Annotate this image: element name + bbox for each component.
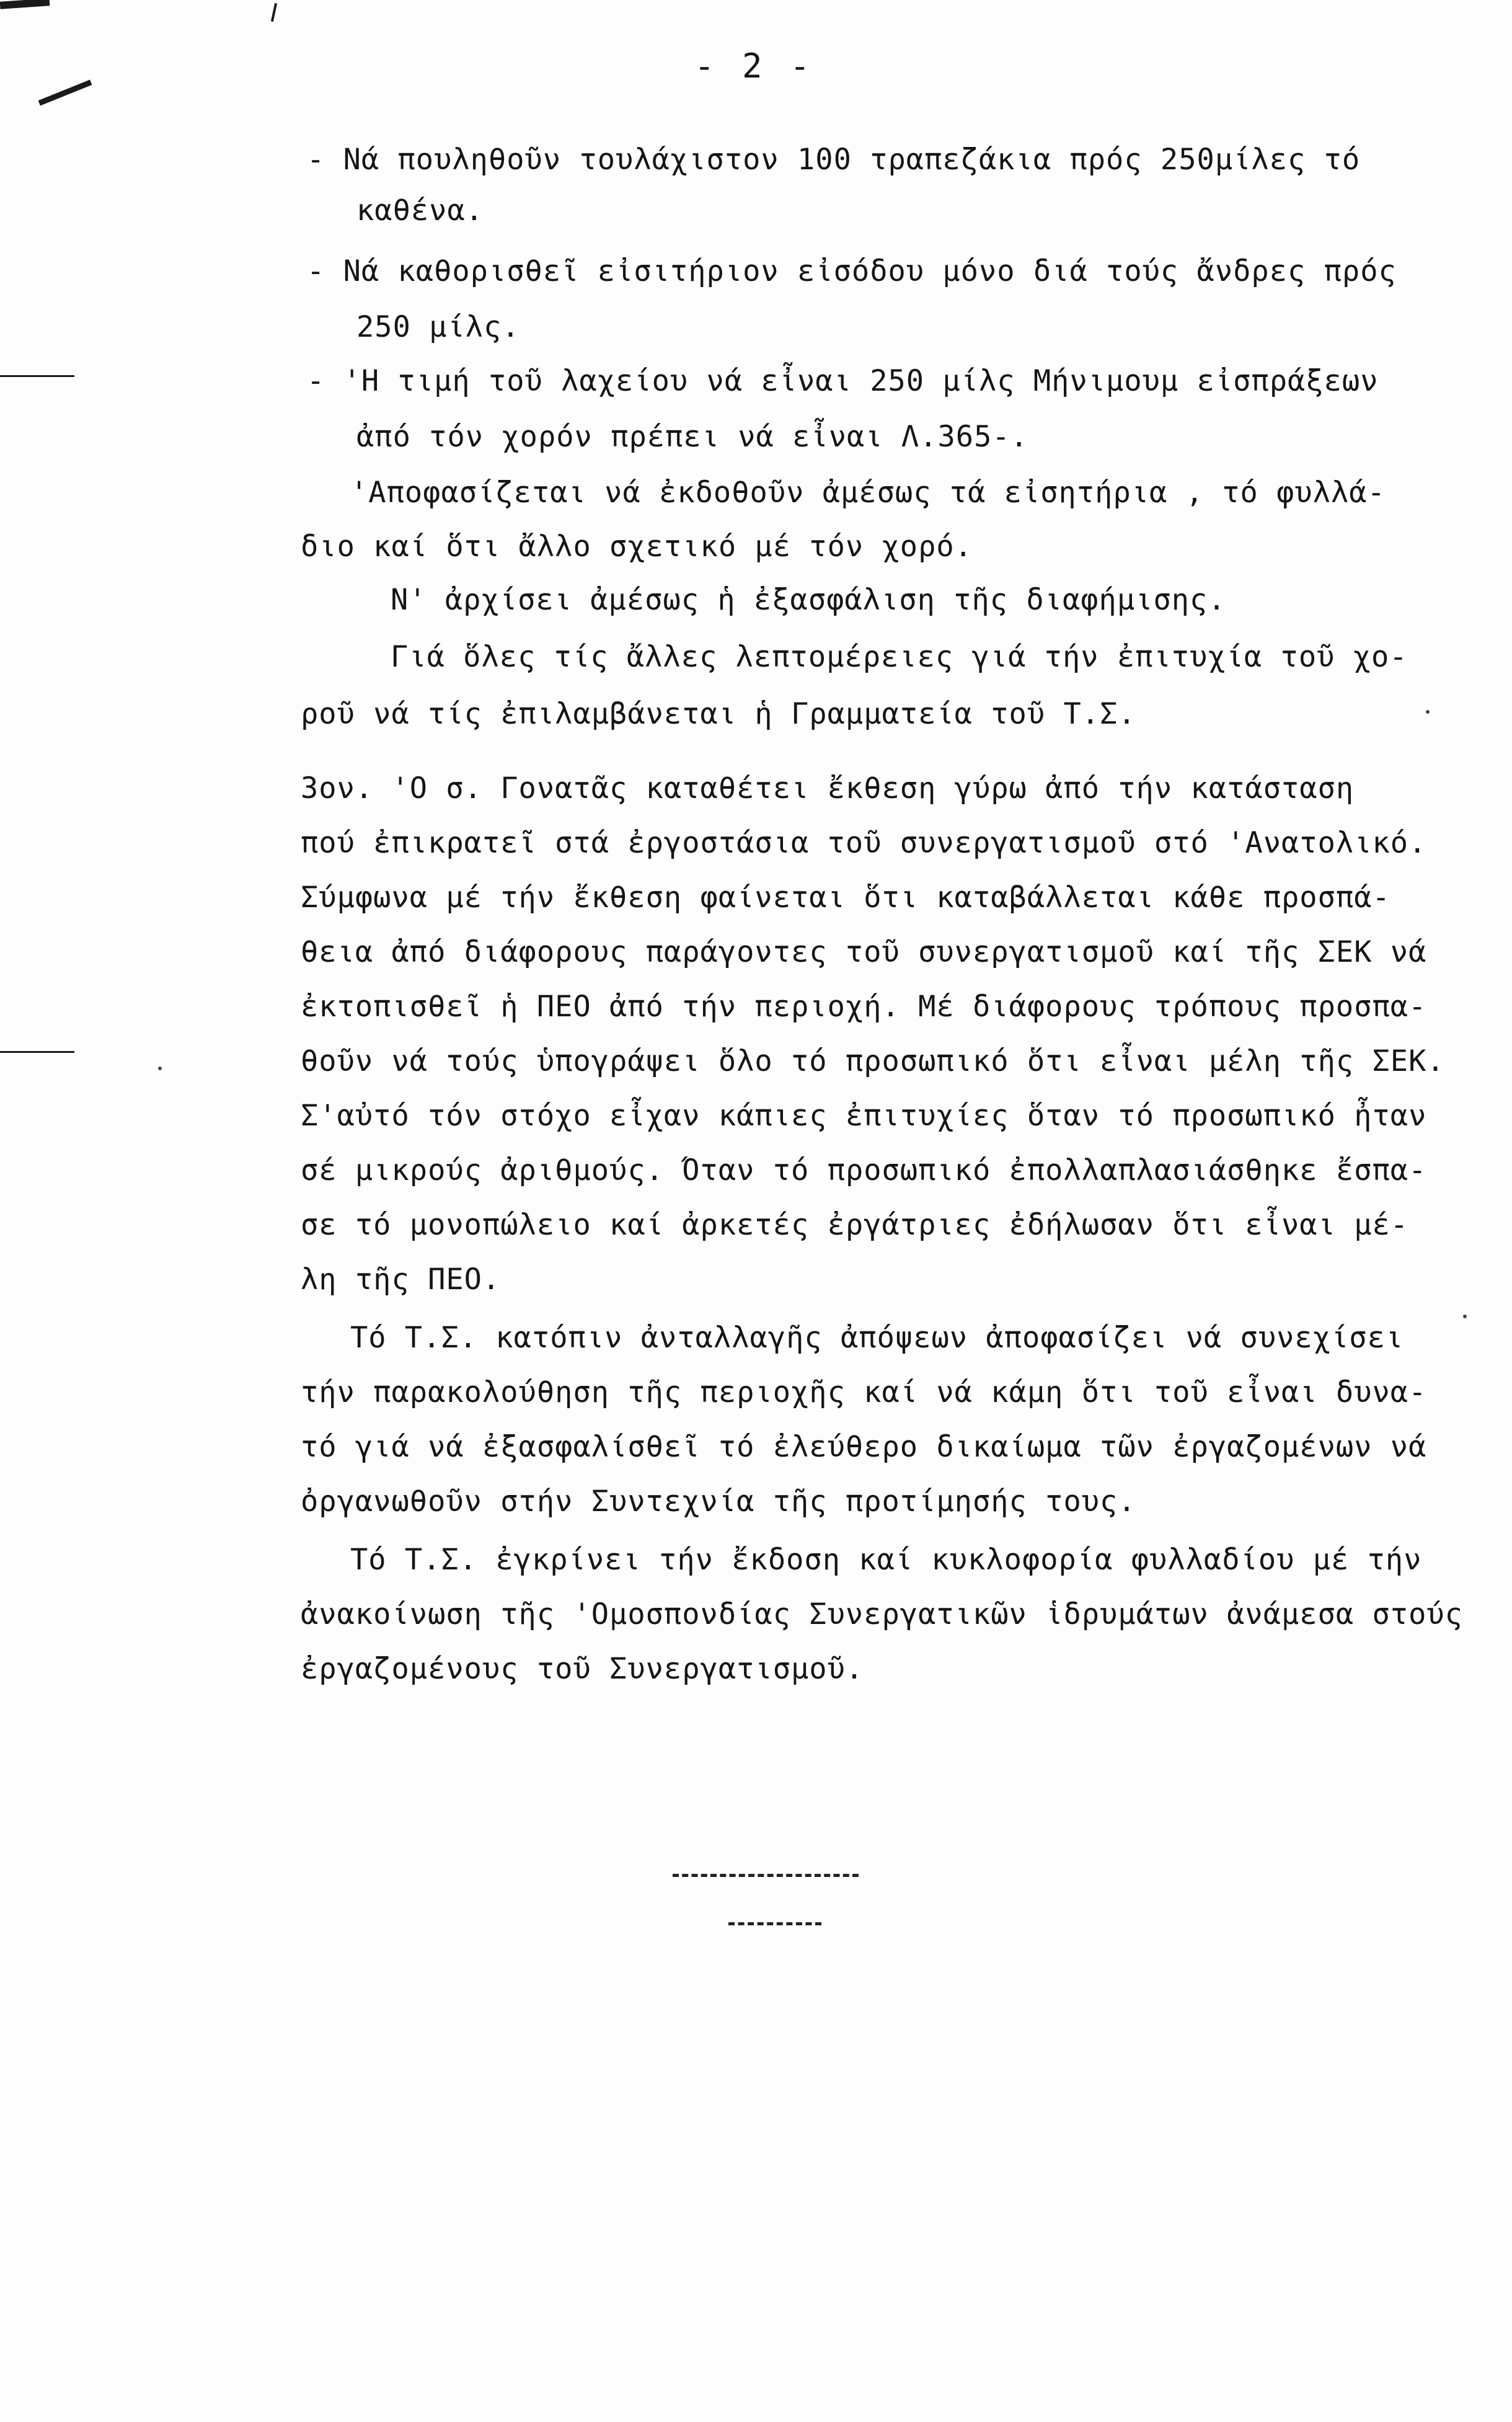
scan-mark [38,79,92,105]
text-line: - Νά πουληθοῦν τουλάχιστον 100 τραπεζάκια πρός 250μίλες τό [307,143,1361,177]
text-line: ἐργαζομένους τοῦ Συνεργατισμοῦ. [301,1652,864,1686]
text-line: ἀπό τόν χορόν πρέπει νά εἶναι Λ.365-. [356,420,1028,454]
text-line: Τό Τ.Σ. κατόπιν ἀνταλλαγῆς ἀπόψεων ἀποφασίζει νά συνεχίσει [350,1321,1404,1355]
scan-speck [158,1067,162,1070]
scan-mark [0,0,50,9]
text-line: - 'Η τιμή τοῦ λαχείου νά εἶναι 250 μίλς Μήνιμουμ εἰσπράξεων [307,364,1379,398]
scan-mark [0,1051,74,1053]
text-line: 250 μίλς. [356,310,520,344]
text-line: Τό Τ.Σ. ἐγκρίνει τήν ἔκδοση καί κυκλοφορία φυλλαδίου μέ τήν [350,1543,1422,1577]
text-line: τό γιά νά ἐξασφαλίσθεῖ τό ἐλεύθερο δικαίωμα τῶν ἐργαζομένων νά [301,1430,1427,1464]
text-line: ἀνακοίνωση τῆς 'Ομοσπονδίας Συνεργατικῶν ἱδρυμάτων ἀνάμεσα στούς [301,1597,1463,1631]
text-line: τήν παρακολούθηση τῆς περιοχῆς καί νά κάμη ὅτι τοῦ εἶναι δυνα- [301,1375,1427,1409]
text-line: Σύμφωνα μέ τήν ἔκθεση φαίνεται ὅτι καταβάλλεται κάθε προσπά- [301,881,1390,915]
text-line: Ν' ἀρχίσει ἀμέσως ἡ ἐξασφάλιση τῆς διαφήμισης. [391,583,1226,617]
text-line: ροῦ νά τίς ἐπιλαμβάνεται ἡ Γραμματεία τοῦ Τ.Σ. [301,697,1136,731]
text-line: ὀργανωθοῦν στήν Συντεχνία τῆς προτίμησής τους. [301,1484,1136,1519]
text-line: Γιά ὅλες τίς ἄλλες λεπτομέρειες γιά τήν ἐπιτυχία τοῦ χο- [391,640,1408,674]
text-line: Σ'αὐτό τόν στόχο εἶχαν κάπιες ἐπιτυχίες ὅταν τό προσωπικό ἦταν [301,1099,1427,1133]
page-number: - 2 - [694,47,814,86]
scan-mark [0,375,74,377]
text-line: διο καί ὅτι ἄλλο σχετικό μέ τόν χορό. [301,530,973,564]
text-line: λη τῆς ΠΕΟ. [301,1262,501,1297]
closing-rule-short [728,1922,821,1925]
text-line: σέ μικρούς ἀριθμούς. Όταν τό προσωπικό ἐπολλαπλασιάσθηκε ἔσπα- [301,1153,1427,1187]
scan-mark [271,3,277,22]
scan-speck [1426,710,1430,714]
closing-rule-long [673,1874,859,1877]
text-line: σε τό μονοπώλειο καί ἀρκετές ἐργάτριες ἐδήλωσαν ὅτι εἶναι μέ- [301,1208,1409,1242]
text-line: 3ον. 'Ο σ. Γονατᾶς καταθέτει ἔκθεση γύρω ἀπό τήν κατάσταση [301,771,1355,805]
text-line: θεια ἀπό διάφορους παράγοντες τοῦ συνεργατισμοῦ καί τῆς ΣΕΚ νά [301,935,1427,969]
text-line: - Νά καθορισθεῖ εἰσιτήριον εἰσόδου μόνο διά τούς ἄνδρες πρός [307,254,1397,288]
scan-speck [1463,1315,1467,1318]
text-line: 'Αποφασίζεται νά ἐκδοθοῦν ἀμέσως τά εἰσητήρια , τό φυλλά- [350,476,1386,510]
text-line: πού ἐπικρατεῖ στά ἐργοστάσια τοῦ συνεργατισμοῦ στό 'Ανατολικό. [301,826,1427,860]
text-line: ἐκτοπισθεῖ ἡ ΠΕΟ ἀπό τήν περιοχή. Μέ διάφορους τρόπους προσπα- [301,990,1427,1024]
text-line: καθένα. [356,193,484,228]
text-line: θοῦν νά τούς ὑπογράψει ὅλο τό προσωπικό ὅτι εἶναι μέλη τῆς ΣΕΚ. [301,1044,1445,1078]
